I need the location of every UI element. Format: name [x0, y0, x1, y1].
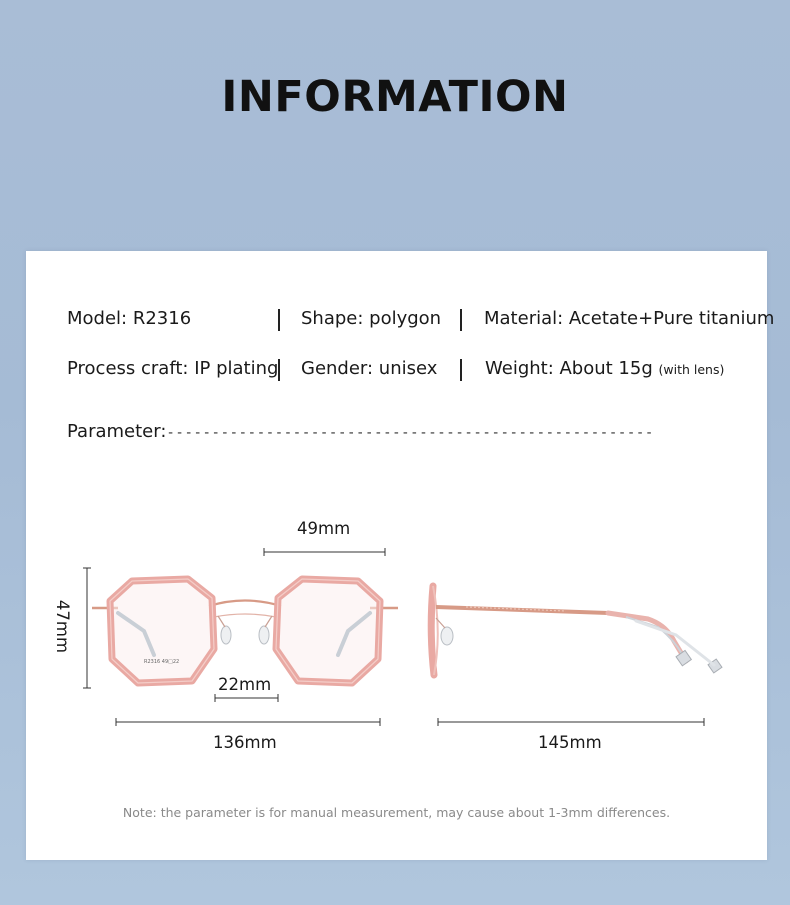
side-view: [431, 586, 722, 675]
right-lens: [276, 579, 380, 683]
spec-process: Process craft: IP plating: [67, 358, 279, 379]
side-temple-tip: [608, 613, 686, 661]
spec-shape: Shape: polygon: [301, 308, 442, 329]
side-nose-pad: [441, 627, 453, 645]
right-pad-arm: [265, 616, 272, 627]
left-lens: [110, 579, 214, 683]
temple-print: R2316 49□22: [144, 659, 180, 665]
glasses-drawing: [26, 251, 767, 860]
spec-gender: Gender: unisex: [301, 358, 438, 379]
spec-material: Material: Acetate+Pure titanium: [484, 308, 775, 329]
measurement-note: Note: the parameter is for manual measurement, may cause about 1-3mm differences.: [122, 805, 671, 820]
page-title: INFORMATION: [221, 72, 569, 122]
info-card: [26, 251, 775, 860]
bridge-inner: [214, 614, 276, 617]
bridge-bar: [209, 601, 281, 607]
temple-length-label: 145mm: [538, 733, 602, 752]
spec-weight-value: Weight: About 15g: [485, 358, 653, 379]
frame-width-label: 136mm: [213, 733, 277, 752]
side-front-rim: [431, 586, 434, 675]
lens-height-label: 47mm: [53, 599, 73, 654]
left-pad-arm: [218, 616, 225, 627]
side-temple-metal: [436, 607, 608, 613]
bridge-label: 22mm: [218, 675, 272, 694]
right-nose-pad: [259, 626, 269, 644]
parameter-label: Parameter:: [67, 421, 167, 442]
parameter-dashes: ------------------------------------------------------: [166, 425, 654, 441]
spec-model: Model: R2316: [67, 308, 192, 329]
front-view: [92, 579, 398, 683]
left-nose-pad: [221, 626, 231, 644]
spec-weight-note: (with lens): [658, 362, 725, 377]
lens-width-label: 49mm: [297, 519, 351, 538]
